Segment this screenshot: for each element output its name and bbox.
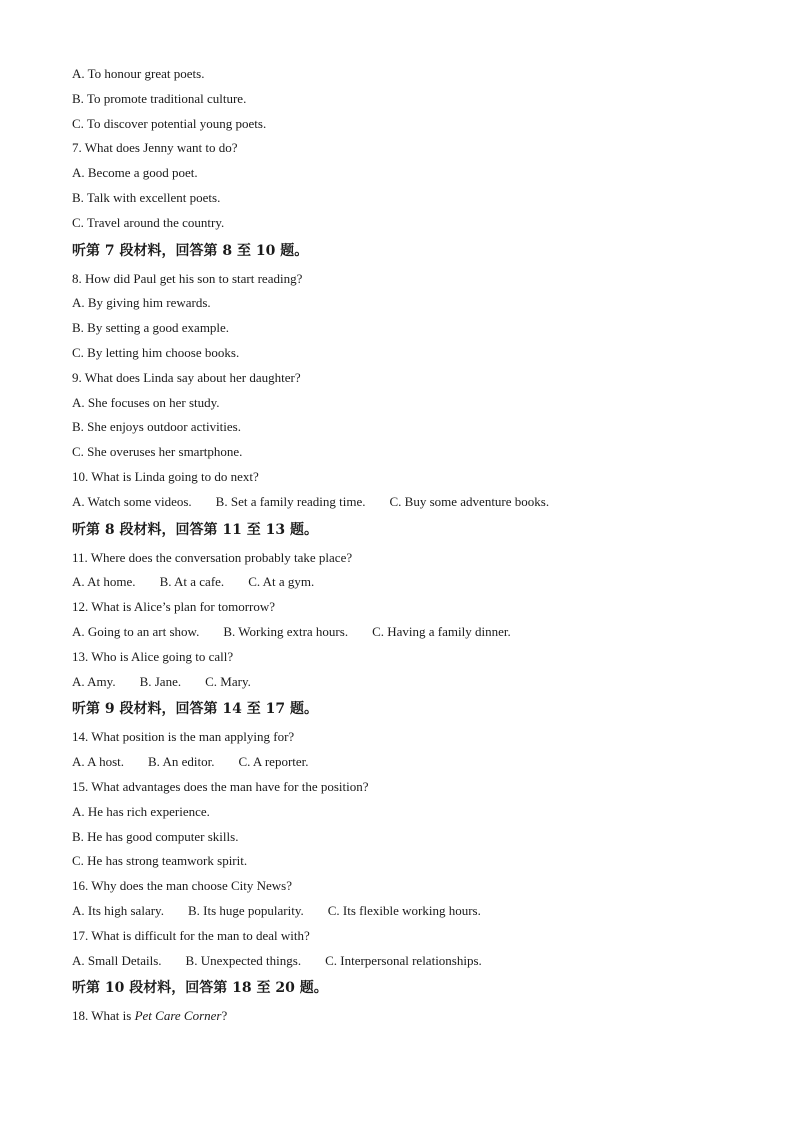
section-heading-9: 听第 9 段材料，回答第 14 至 17 题。 [72,701,318,718]
q8-option-c: C. By letting him choose books. [72,344,240,360]
q17-question: 17. What is difficult for the man to deal with? [72,927,310,943]
q7-option-c: C. Travel around the country. [72,214,225,230]
q7-option-a: A. Become a good poet. [72,165,198,181]
q6-option-c: C. To discover potential young poets. [72,115,267,131]
q13-question: 13. Who is Alice going to call? [72,648,234,664]
q14-question: 14. What position is the man applying for? [72,729,295,745]
q11-options [72,570,732,595]
q6-option-b: B. To promote traditional culture. [72,90,247,106]
q18-question-prefix: 18. What is [72,1008,135,1024]
q12-option-b: B. Working extra hours. [223,623,349,639]
q13-options [72,670,732,695]
q18-question-suffix: ? [221,1008,228,1024]
q16-option-a: A. Its high salary. [72,902,164,918]
q10-options [72,490,732,515]
q16-option-c: C. Its flexible working hours. [327,902,481,918]
q10-question: 10. What is Linda going to do next? [72,468,259,484]
q11-option-b: B. At a cafe. [159,574,225,590]
q15-option-c: C. He has strong teamwork spirit. [72,853,248,869]
q18-question [72,1004,732,1029]
q10-option-b: B. Set a family reading time. [215,493,366,509]
q17-option-a: A. Small Details. [72,952,162,968]
section-heading-8: 听第 8 段材料，回答第 11 至 13 题。 [72,521,318,538]
q17-option-b: B. Unexpected things. [185,952,302,968]
q15-option-b: B. He has good computer skills. [72,828,239,844]
q15-option-a: A. He has rich experience. [72,803,210,819]
q8-option-b: B. By setting a good example. [72,320,230,336]
q9-option-c: C. She overuses her smartphone. [72,444,243,460]
q16-options [72,899,732,924]
q7-question: 7. What does Jenny want to do? [72,140,238,156]
q14-option-a: A. A host. [72,754,125,770]
q8-option-a: A. By giving him rewards. [72,295,211,311]
q13-option-a: A. Amy. [72,673,116,689]
q14-option-c: C. A reporter. [238,754,309,770]
q11-option-c: C. At a gym. [248,574,315,590]
q15-question: 15. What advantages does the man have for the position? [72,778,369,794]
q13-option-b: B. Jane. [139,673,182,689]
q18-question-title: Pet Care Corner [134,1008,222,1024]
q14-options [72,750,732,775]
q17-options [72,949,732,974]
q12-option-a: A. Going to an art show. [72,623,200,639]
exam-page [72,62,732,1029]
q11-question: 11. Where does the conversation probably take place? [72,549,353,565]
q10-option-c: C. Buy some adventure books. [389,493,550,509]
q9-question: 9. What does Linda say about her daughter? [72,369,301,385]
q14-option-b: B. An editor. [148,754,215,770]
q10-option-a: A. Watch some videos. [72,493,192,509]
q12-question: 12. What is Alice’s plan for tomorrow? [72,599,276,615]
q17-option-c: C. Interpersonal relationships. [325,952,482,968]
q11-option-a: A. At home. [72,574,136,590]
q12-option-c: C. Having a family dinner. [372,623,511,639]
q9-option-a: A. She focuses on her study. [72,394,220,410]
q12-options [72,620,732,645]
q6-option-a: A. To honour great poets. [72,66,205,81]
section-heading-7: 听第 7 段材料，回答第 8 至 10 题。 [72,242,309,259]
q7-option-b: B. Talk with excellent poets. [72,189,221,205]
section-heading-10: 听第 10 段材料，回答第 18 至 20 题。 [72,980,328,997]
q9-option-b: B. She enjoys outdoor activities. [72,419,241,435]
q16-option-b: B. Its huge popularity. [187,902,304,918]
q13-option-c: C. Mary. [205,673,251,689]
q16-question: 16. Why does the man choose City News? [72,878,292,894]
q8-question: 8. How did Paul get his son to start reading? [72,270,303,286]
